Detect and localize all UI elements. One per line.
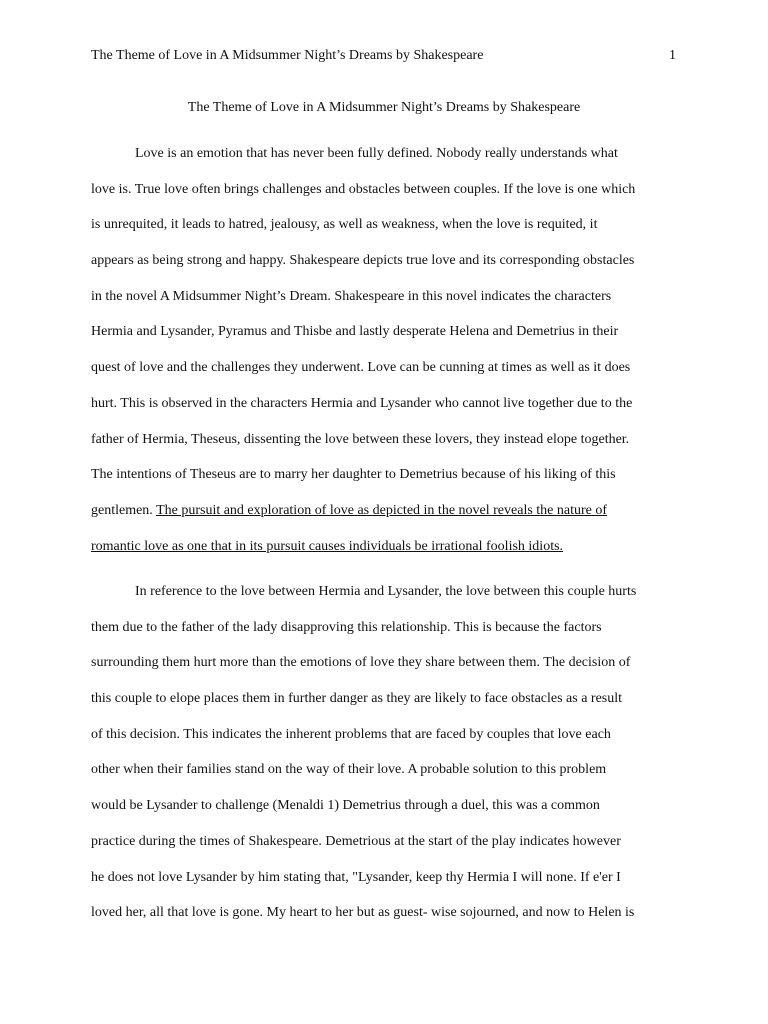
text-line: father of Hermia, Theseus, dissenting the love between these lovers, they instead elope together. (91, 431, 630, 447)
text-line: them due to the father of the lady disapproving this relationship. This is because the factors (91, 619, 602, 635)
text-line: quest of love and the challenges they underwent. Love can be cunning at times as well as it does (91, 360, 631, 376)
text-line: love is. True love often brings challenges and obstacles between couples. If the love is one which (91, 181, 636, 197)
page-number: 1 (669, 48, 676, 63)
text-line: surrounding them hurt more than the emotions of love they share between them. The decision of (91, 655, 631, 671)
text-line: of this decision. This indicates the inherent problems that are faced by couples that love each (91, 726, 611, 742)
text-span: gentlemen. (91, 502, 157, 518)
text-line: The intentions of Theseus are to marry her daughter to Demetrius because of his liking of this (91, 467, 616, 483)
text-line: loved her, all that love is gone. My heart to her but as guest- wise sojourned, and now to Helen is (91, 905, 635, 921)
thesis-statement-underlined: The pursuit and exploration of love as depicted in the novel reveals the nature of (156, 502, 608, 518)
document-title: The Theme of Love in A Midsummer Night’s Dreams by Shakespeare (187, 100, 581, 115)
text-line (91, 537, 679, 573)
text-line: appears as being strong and happy. Shakespeare depicts true love and its corresponding obstacles (91, 253, 635, 269)
text-line: other when their families stand on the way of their love. A probable solution to this problem (91, 762, 607, 778)
running-head: The Theme of Love in A Midsummer Night’s Dreams by Shakespeare (91, 48, 484, 63)
text-line: Love is an emotion that has never been fully defined. Nobody really understands what (135, 146, 618, 161)
text-line (91, 501, 679, 537)
text-line: practice during the times of Shakespeare. Demetrious at the start of the play indicates however (91, 833, 621, 849)
text-line: In reference to the love between Hermia and Lysander, the love between this couple hurts (135, 584, 637, 599)
text-line: this couple to elope places them in further danger as they are likely to face obstacles as a result (91, 691, 623, 707)
text-line: is unrequited, it leads to hatred, jealousy, as well as weakness, when the love is requited, it (91, 217, 598, 233)
paragraph-2 (91, 582, 679, 939)
text-line: in the novel A Midsummer Night’s Dream. Shakespeare in this novel indicates the characters (91, 288, 612, 304)
thesis-statement-underlined: romantic love as one that in its pursuit causes individuals be irrational foolish idiots. (91, 538, 564, 554)
text-line: Hermia and Lysander, Pyramus and Thisbe and lastly desperate Helena and Demetrius in their (91, 324, 619, 340)
text-line: hurt. This is observed in the characters Hermia and Lysander who cannot live together due to the (91, 395, 633, 411)
text-line: would be Lysander to challenge (Menaldi 1) Demetrius through a duel, this was a common (91, 798, 600, 814)
paragraph-1 (91, 144, 679, 572)
text-line: he does not love Lysander by him stating that, "Lysander, keep thy Hermia I will none. If e'er I (91, 869, 621, 885)
